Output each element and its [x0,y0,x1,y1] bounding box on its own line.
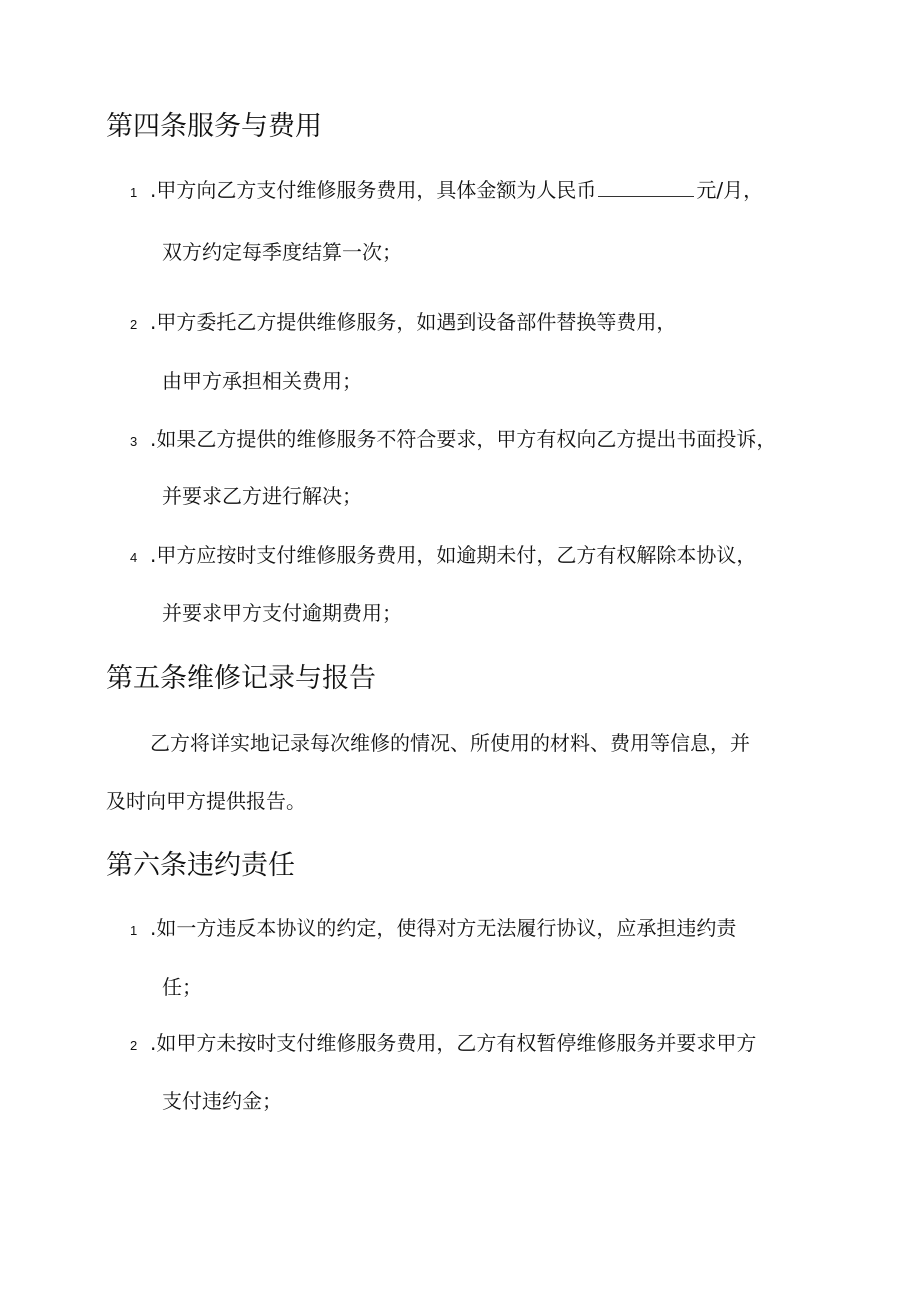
item-number: 1 [130,185,138,200]
item-number: 2 [130,317,138,332]
item-text: .甲方委托乙方提供维修服务，如遇到设备部件替换等费用， [150,310,677,334]
paragraph-line: 及时向甲方提供报告。 [106,789,306,813]
item-number: 2 [130,1038,138,1053]
item-text: 元/月， [696,178,764,202]
item-text: .如甲方未按时支付维修服务费用，乙方有权暂停维修服务并要求甲方 [150,1031,757,1055]
amount-blank [598,178,694,197]
list-item-continuation: 并要求乙方进行解决； [162,484,362,508]
section-heading-5: 第五条维修记录与报告 [106,663,376,694]
list-item-continuation: 由甲方承担相关费用； [162,369,362,393]
item-text: .甲方应按时支付维修服务费用，如逾期未付，乙方有权解除本协议， [150,543,757,567]
list-item-line [130,914,736,945]
item-text: .如一方违反本协议的约定，使得对方无法履行协议，应承担违约责 [150,916,737,940]
item-text: .甲方向乙方支付维修服务费用，具体金额为人民币 [150,178,597,202]
list-item-line [130,1029,756,1060]
list-item-line [130,308,676,339]
paragraph-line: 乙方将详实地记录每次维修的情况、所使用的材料、费用等信息，并 [150,731,750,755]
list-item-continuation: 任； [162,975,202,999]
list-item-line [130,425,776,456]
list-item-continuation: 双方约定每季度结算一次； [162,240,402,264]
item-number: 1 [130,923,138,938]
section-heading-6: 第六条违约责任 [106,850,295,881]
item-number: 4 [130,550,138,565]
list-item-line [130,176,763,207]
list-item-continuation: 并要求甲方支付逾期费用； [162,601,402,625]
list-item-line [130,541,756,572]
item-text: .如果乙方提供的维修服务不符合要求，甲方有权向乙方提出书面投诉， [150,427,777,451]
list-item-continuation: 支付违约金； [162,1089,282,1113]
section-heading-4: 第四条服务与费用 [106,111,322,142]
item-number: 3 [130,434,138,449]
